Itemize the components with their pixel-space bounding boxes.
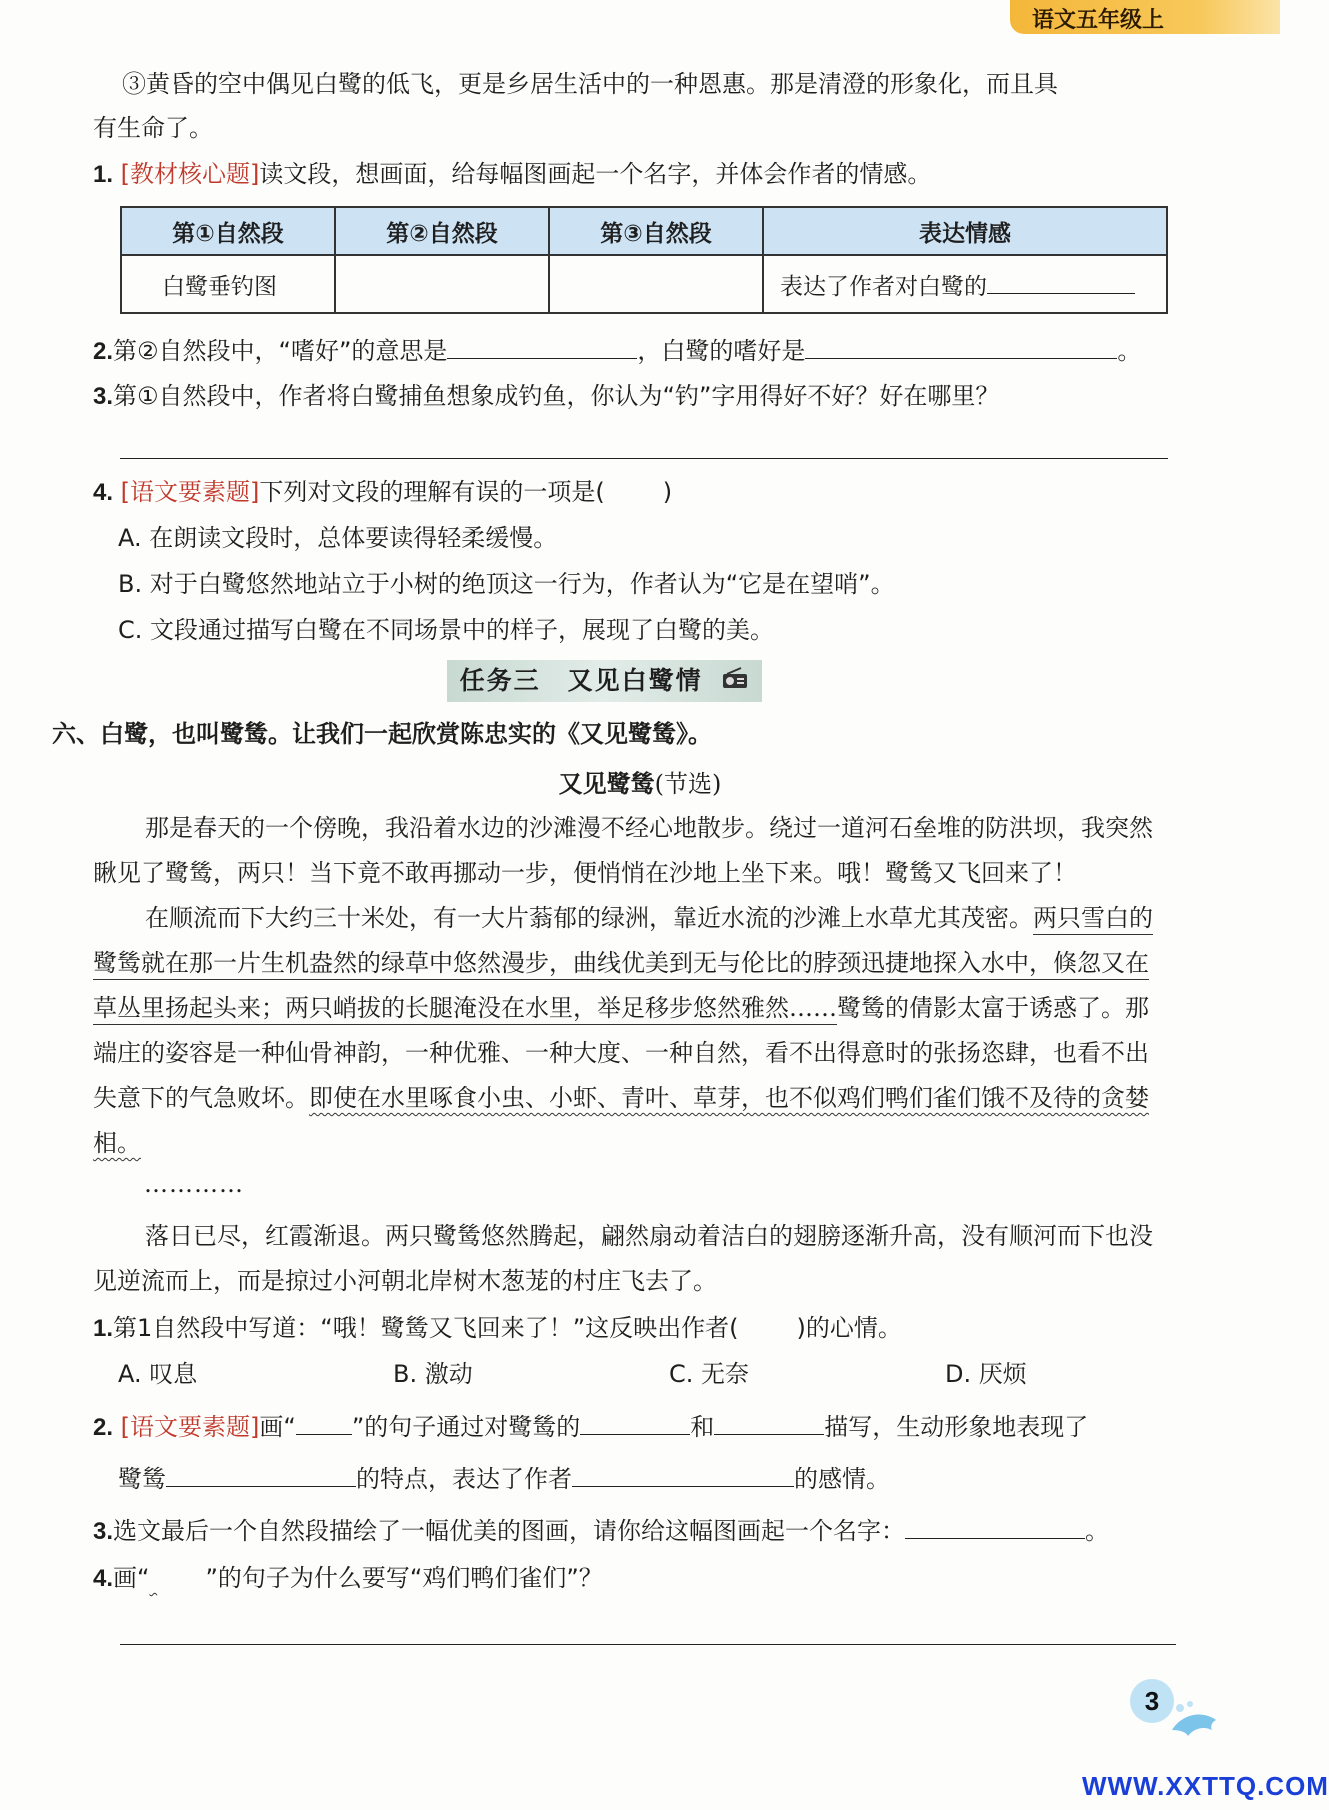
answer-line[interactable] [120,1644,1176,1645]
header-label: 语文五年级上 [1032,8,1165,33]
followup-question-2 [93,1410,1170,1444]
answer-blank[interactable] [572,1462,794,1487]
task-banner [447,660,762,702]
line-marker [296,1410,352,1435]
question-tag: [语文要素题] [120,1413,260,1441]
question-text: 选文最后一个自然段描绘了一幅优美的图画，请你给这幅图画起一个名字： [113,1517,906,1545]
section-heading: 六、白鹭，也叫鹭鸶。让我们一起欣赏陈忠实的《又见鹭鸶》。 [52,720,712,748]
option-c[interactable]: C. 无奈 [669,1360,750,1388]
underlined-sentence: 两只雪白的鹭鸶就在那一片生机盎然的绿草中悠然漫步，曲线优美到无与伦比的脖颈迅捷地探入水中，倏忽又在草丛里扬起头来；两只峭拔的长腿淹没在水里，举足移步悠然雅然…… [93,904,1153,1025]
question-number: 1. [93,161,114,188]
article-title-block [0,768,1280,800]
question-text: 画“ [259,1413,296,1441]
question-text: 第①自然段中，作者将白鹭捕鱼想象成钓鱼，你认为“钓”字用得好不好？好在哪里？ [113,382,1000,410]
task-title: 任务三 又见白鹭情 [459,666,703,695]
answer-blank[interactable] [905,1514,1085,1539]
table-cell-emotion [763,255,1167,313]
article-paragraph-3: 落日已尽，红霞渐退。两只鹭鸶悠然腾起，翩然扇动着洁白的翅膀逐渐升高，没有顺河而下也没见逆流而上，而是掠过小河朝北岸树木葱茏的村庄飞去了。 [93,1222,1153,1295]
option-c[interactable]: C. 文段通过描写白鹭在不同场景中的样子，展现了白鹭的美。 [118,616,775,644]
answer-blank[interactable] [447,334,637,359]
followup-question-4 [93,1562,1170,1595]
question-tag: [语文要素题] [120,478,260,506]
table-cell-blank[interactable] [335,255,549,313]
question-text: 描写，生动形象地表现了 [824,1413,1089,1441]
question-text: ”的句子通过对鹭鸶的 [351,1413,581,1441]
article-paragraph-1: 那是春天的一个傍晚，我沿着水边的沙滩漫不经心地散步。绕过一道河石垒堆的防洪坝，我突然瞅见了鹭鸶，两只！当下竟不敢再挪动一步，便悄悄在沙地上坐下来。哦！鹭鸶又飞回来了！ [93,814,1153,887]
question-text: 读文段，想画面，给每幅图画起一个名字，并体会作者的情感。 [259,160,932,188]
question-text: )的心情。 [796,1314,902,1342]
answer-line[interactable] [120,458,1168,459]
question-2 [93,334,1170,368]
option-b[interactable]: B. 对于白鹭悠然地站立于小树的绝顶这一行为，作者认为“它是在望哨”。 [118,570,895,598]
question-text: 第②自然段中，“嗜好”的意思是 [113,337,448,365]
question-text: 下列对文段的理解有误的一项是( [259,478,605,506]
question-number: 2. [93,338,114,365]
question-text: 鹭鸶 [118,1465,166,1493]
question-text: 。 [1085,1517,1110,1545]
question-4 [93,476,1170,509]
followup-question-3 [93,1514,1170,1548]
question-text: 画“ [113,1564,150,1592]
question-number: 4. [93,1565,114,1592]
answer-blank[interactable] [714,1410,824,1435]
question-text: 和 [690,1413,715,1441]
question-number: 3. [93,1518,114,1545]
answer-table [120,206,1168,314]
intro-line-1: ③黄昏的空中偶见白鹭的低飞，更是乡居生活中的一种恩惠。那是清澄的形象化，而且具 [122,70,1058,98]
header-tab [1010,0,1280,34]
question-3 [93,380,1170,413]
answer-blank[interactable] [580,1410,690,1435]
table-cell-blank[interactable] [549,255,763,313]
article-paragraph-2 [93,896,1170,1166]
question-text: 的特点，表达了作者 [356,1465,572,1493]
table-header-row [121,207,1167,255]
answer-blank[interactable] [805,334,1117,359]
answer-blank[interactable] [987,269,1135,294]
table-cell: 白鹭垂钓图 [121,255,335,313]
emotion-prompt: 表达了作者对白鹭的 [780,273,987,300]
paragraph-text: 在顺流而下大约三十米处，有一大片蓊郁的绿洲，靠近水流的沙滩上水草尤其茂密。 [145,904,1033,932]
question-text: ”的句子为什么要写“鸡们鸭们雀们”？ [205,1564,603,1592]
table-header: 表达情感 [763,207,1167,255]
option-d[interactable]: D. 厌烦 [945,1360,1027,1388]
page-number: 3 [1130,1679,1174,1723]
wavy-marker [149,1562,205,1594]
question-number: 3. [93,383,114,410]
option-b[interactable]: B. 激动 [393,1360,473,1388]
table-row [121,255,1167,313]
question-text: ，白鹭的嗜好是 [637,337,806,365]
option-a[interactable]: A. 叹息 [118,1360,198,1388]
question-text: ) [662,478,673,506]
question-tag: [教材核心题] [120,160,260,188]
option-a[interactable]: A. 在朗读文段时，总体要读得轻柔缓慢。 [118,524,558,552]
intro-line-2: 有生命了。 [93,114,213,142]
radio-icon [721,661,749,703]
table-header: 第①自然段 [121,207,335,255]
question-text: 。 [1117,337,1142,365]
site-watermark[interactable]: WWW.XXTTQ.COM [1082,1771,1329,1801]
question-number: 2. [93,1414,114,1441]
paragraph-text: 鹭鸶的倩影太富于诱惑了。那端庄的姿容是一种仙骨神韵，一种优雅、一种大度、一种自然，看不出得意时的张扬恣肆，也看不出失意下的气急败坏。 [93,994,1149,1112]
answer-blank[interactable] [166,1462,356,1487]
question-text: 的感情。 [794,1465,890,1493]
followup-question-2-cont [118,1462,1170,1495]
followup-question-1 [93,1312,1170,1345]
article-subtitle: (节选) [654,770,722,798]
article-title: 又见鹭鸶 [558,770,655,798]
table-header: 第③自然段 [549,207,763,255]
wavy-underlined-sentence: 即使在水里啄食小虫、小虾、青叶、草芽，也不似鸡们鸭们雀们饿不及待的贪婪相。 [93,1084,1149,1157]
question-number: 1. [93,1315,114,1342]
question-number: 4. [93,479,114,506]
question-text: 第1自然段中写道：“哦！鹭鸶又飞回来了！”这反映出作者( [113,1314,739,1342]
question-1 [93,158,1170,191]
table-header: 第②自然段 [335,207,549,255]
ellipsis: ………… [144,1170,244,1198]
dolphin-icon [1168,1700,1224,1754]
